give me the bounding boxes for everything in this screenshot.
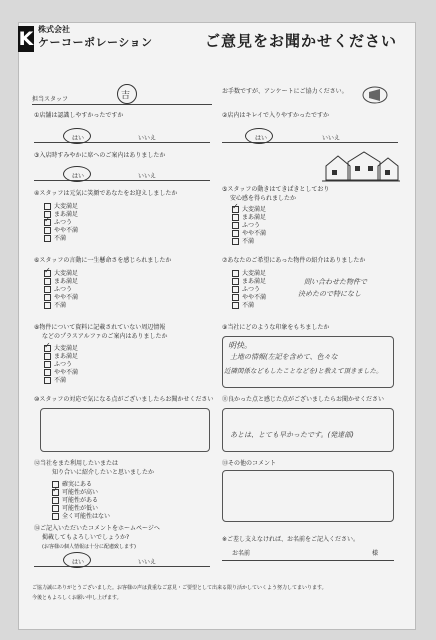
checkbox[interactable] bbox=[52, 497, 59, 504]
houses-illustration bbox=[322, 150, 400, 184]
q3-line bbox=[34, 180, 210, 181]
q13-text: ⑬その他のコメント bbox=[222, 460, 277, 467]
checkbox[interactable] bbox=[44, 227, 51, 234]
checkbox[interactable] bbox=[44, 369, 51, 376]
footer-line2: 今後ともよろしくお願い申し上げます。 bbox=[32, 595, 122, 601]
q12-option[interactable]: 全く可能性はない bbox=[52, 513, 110, 521]
checkbox-checked[interactable] bbox=[44, 219, 51, 226]
checkbox[interactable] bbox=[52, 513, 59, 520]
company-prefix: 株式会社 bbox=[38, 25, 70, 34]
checkbox[interactable] bbox=[44, 286, 51, 293]
checkbox[interactable] bbox=[232, 286, 239, 293]
name-suffix: 様 bbox=[372, 550, 379, 557]
checkbox[interactable] bbox=[232, 238, 239, 245]
checkbox-checked[interactable] bbox=[44, 345, 51, 352]
checkbox[interactable] bbox=[232, 294, 239, 301]
q7-options bbox=[232, 270, 266, 310]
q2-line bbox=[222, 142, 398, 143]
q8-option[interactable]: やや不満 bbox=[44, 369, 78, 377]
q4-text: ④スタッフは元気に笑顔であなたをお迎えしましたか bbox=[34, 190, 178, 197]
q8-option[interactable]: ✓大変満足 bbox=[44, 345, 78, 353]
q13-answer-box[interactable] bbox=[222, 470, 394, 522]
q12-options bbox=[52, 481, 110, 521]
q6-option[interactable]: 不満 bbox=[44, 302, 78, 310]
q9-answer-line3: 近隣関係などもしたことなどを)と教えて頂きました。 bbox=[224, 367, 383, 375]
q4-option[interactable]: 大変満足 bbox=[44, 203, 78, 211]
q5-option[interactable]: ✓大変満足 bbox=[232, 206, 266, 214]
company-name: ケーコーポレーション bbox=[38, 36, 153, 49]
q12-option[interactable]: 可能性がある bbox=[52, 497, 110, 505]
checkbox[interactable] bbox=[232, 222, 239, 229]
q5-text2: 安心感を得られましたか bbox=[230, 195, 297, 202]
checkbox[interactable] bbox=[44, 294, 51, 301]
q1-selected-circle bbox=[63, 128, 91, 144]
q7-option[interactable]: やや不満 bbox=[232, 294, 266, 302]
q7-option[interactable]: 大変満足 bbox=[232, 270, 266, 278]
checkbox[interactable] bbox=[52, 505, 59, 512]
checkbox-checked[interactable] bbox=[232, 206, 239, 213]
q7-comment-line1: 問い合わせた物件で bbox=[304, 278, 367, 286]
q5-option[interactable]: やや不満 bbox=[232, 230, 266, 238]
staff-line bbox=[32, 104, 212, 105]
q7-text: ⑦あなたのご希望にあった物件の紹介はありましたか bbox=[222, 257, 366, 264]
checkbox[interactable] bbox=[44, 278, 51, 285]
checkbox[interactable] bbox=[44, 377, 51, 384]
checkbox-checked[interactable] bbox=[44, 270, 51, 277]
q12-option[interactable]: 可能性が低い bbox=[52, 505, 110, 513]
megaphone-icon bbox=[360, 84, 390, 106]
q14-selected-circle bbox=[63, 552, 91, 568]
q7-option[interactable]: 不満 bbox=[232, 302, 266, 310]
checkbox[interactable] bbox=[44, 203, 51, 210]
q1-yes[interactable]: はい bbox=[72, 135, 85, 142]
q7-comment-line2: 決めたので特になし bbox=[298, 290, 361, 298]
q8-option[interactable]: ふつう bbox=[44, 361, 78, 369]
q8-options bbox=[44, 345, 78, 385]
q14-text2: 掲載してもよろしいでしょうか? bbox=[42, 534, 130, 541]
q5-text: ⑤スタッフの動きはてきぱきとしており bbox=[222, 186, 330, 193]
q6-options bbox=[44, 270, 78, 310]
q1-text: ①店舗は認識しやすかったですか bbox=[34, 112, 124, 119]
q3-selected-circle bbox=[63, 166, 91, 182]
q6-option[interactable]: やや不満 bbox=[44, 294, 78, 302]
q5-option[interactable]: ふつう bbox=[232, 222, 266, 230]
q6-option[interactable]: ✓大変満足 bbox=[44, 270, 78, 278]
q6-text: ⑥スタッフの言動に一生懸命さを感じられましたか bbox=[34, 257, 172, 264]
q10-answer-box[interactable] bbox=[40, 408, 210, 452]
name-label: お名前 bbox=[232, 550, 251, 557]
q12-option[interactable]: ✓可能性が高い bbox=[52, 489, 110, 497]
q3-yes[interactable]: はい bbox=[72, 173, 85, 180]
q9-answer-line2: 土地の情報(左記を含めて、色々な bbox=[230, 353, 338, 361]
q8-option[interactable]: 不満 bbox=[44, 377, 78, 385]
q7-option[interactable]: ふつう bbox=[232, 286, 266, 294]
q2-text: ②店内はキレイで入りやすかったですか bbox=[222, 112, 330, 119]
page-title: ご意見をお聞かせください bbox=[205, 32, 398, 50]
q5-options bbox=[232, 206, 266, 246]
q9-text: ⑨当社にどのような印象をもちましたか bbox=[222, 324, 330, 331]
staff-handwritten: 吉 bbox=[121, 91, 131, 101]
intro-text: お手数ですが、アンケートにご協力ください。 bbox=[222, 88, 348, 95]
q2-selected-circle bbox=[245, 128, 273, 144]
q1-no[interactable]: いいえ bbox=[138, 135, 157, 142]
q10-text: ⑩スタッフの対応で気になる点がございましたらお聞かせください bbox=[34, 396, 214, 403]
checkbox[interactable] bbox=[232, 230, 239, 237]
checkbox-checked[interactable] bbox=[52, 489, 59, 496]
name-input-line[interactable] bbox=[222, 560, 394, 561]
checkbox[interactable] bbox=[232, 270, 239, 277]
q4-option[interactable]: ✓ふつう bbox=[44, 219, 78, 227]
q4-option[interactable]: やや不満 bbox=[44, 227, 78, 235]
q6-option[interactable]: まあ満足 bbox=[44, 278, 78, 286]
q14-no[interactable]: いいえ bbox=[138, 559, 157, 566]
checkbox[interactable] bbox=[44, 361, 51, 368]
q12-text: ⑫当社をまた利用したいまたは bbox=[34, 460, 119, 467]
q8-text: ⑧物件について資料に記載されていない周辺情報 bbox=[34, 324, 166, 331]
q1-line bbox=[34, 142, 210, 143]
q7-option[interactable]: まあ満足 bbox=[232, 278, 266, 286]
footer-line1: ご協力誠にありがとうございました。お客様の声は貴重なご意見・ご要望として出来る限り活かしていくよう努力してまいります。 bbox=[32, 585, 327, 591]
q11-answer: あとは、とても早かったです。(発達部) bbox=[230, 431, 354, 439]
q12-text2: 知り合いに紹介したいと思いましたか bbox=[52, 469, 155, 476]
checkbox[interactable] bbox=[44, 235, 51, 242]
q14-text3: (お客様の個人情報は十分に配慮致します) bbox=[42, 544, 136, 550]
q14-line bbox=[34, 566, 210, 567]
q4-option[interactable]: 不満 bbox=[44, 235, 78, 243]
checkbox[interactable] bbox=[232, 278, 239, 285]
checkbox[interactable] bbox=[44, 302, 51, 309]
checkbox[interactable] bbox=[44, 353, 51, 360]
q5-option[interactable]: 不満 bbox=[232, 238, 266, 246]
q14-yes[interactable]: はい bbox=[72, 559, 85, 566]
name-note: ※ご差し支えなければ、お名前をご記入ください。 bbox=[222, 536, 360, 543]
q4-options bbox=[44, 203, 78, 243]
q6-option[interactable]: ふつう bbox=[44, 286, 78, 294]
checkbox[interactable] bbox=[232, 214, 239, 221]
q9-answer-line1: 明快。 bbox=[228, 341, 252, 350]
q12-option[interactable]: 確実にある bbox=[52, 481, 110, 489]
q2-no[interactable]: いいえ bbox=[322, 135, 341, 142]
q5-option[interactable]: まあ満足 bbox=[232, 214, 266, 222]
q8-option[interactable]: まあ満足 bbox=[44, 353, 78, 361]
q4-option[interactable]: まあ満足 bbox=[44, 211, 78, 219]
q3-no[interactable]: いいえ bbox=[138, 173, 157, 180]
q8-text2: などのプラスアルファのご案内はありましたか bbox=[42, 333, 168, 340]
q2-yes[interactable]: はい bbox=[255, 135, 268, 142]
staff-label: 担当スタッフ bbox=[32, 96, 69, 103]
q3-text: ③入店時すみやかに席へのご案内はありましたか bbox=[34, 152, 166, 159]
q14-text: ⑭ご記入いただいたコメントをホームページへ bbox=[34, 525, 160, 532]
company-logo: K bbox=[18, 28, 34, 50]
checkbox[interactable] bbox=[232, 302, 239, 309]
q11-text: ⑪良かった点と感じた点がございましたらお聞かせください bbox=[222, 396, 385, 403]
